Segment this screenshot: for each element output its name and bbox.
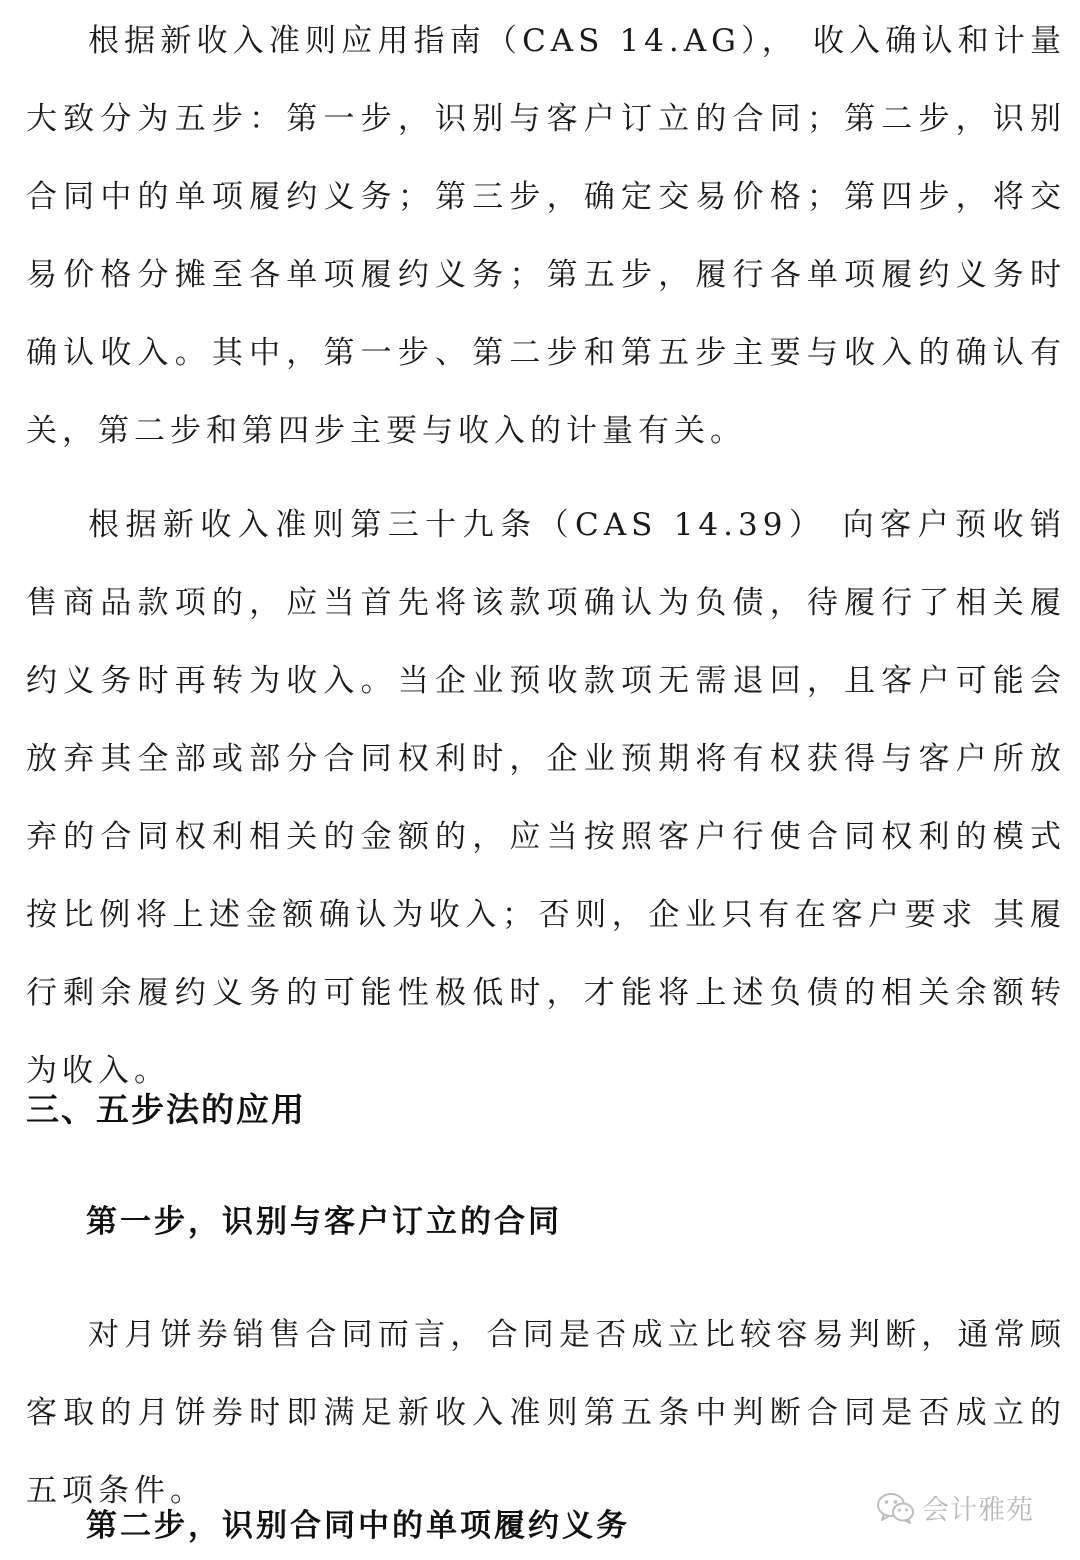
wechat-icon xyxy=(876,1491,916,1525)
step2-heading: 第二步，识别合同中的单项履约义务 xyxy=(86,1508,630,1544)
paragraph-advance-receipts: 根据新收入准则第三十九条（CAS 14.39） 向客户预收销售商品款项的，应当首先将该款项确认为负债，待履行了相关履约义务时再转为收入。当企业预收款项无需退回，且客户可能会放弃其全部或部分合同权利时，企业预期将有权获得与客户所放弃的合同权利相关的金额的，应当按照客户行使合同权利的模式按比例将上述金额确认为收入；否则，企业只有在客户要求 其履行剩余履约义务的可能性极低时，才能将上述负债的相关余额转为收入。 xyxy=(26,507,1066,1089)
paragraph-mooncake-contract: 对月饼券销售合同而言，合同是否成立比较容易判断，通常顾客取的月饼券时即满足新收入准则第五条中判断合同是否成立的五项条件。 xyxy=(26,1317,1066,1509)
section-heading: 三、五步法的应用 xyxy=(26,1090,306,1129)
paragraph-five-step-overview: 根据新收入准则应用指南（CAS 14.AG）， 收入确认和计量大致分为五步：第一步，识别与客户订立的合同；第二步，识别合同中的单项履约义务；第三步，确定交易价格；第四步，将交易价格分摊至各单项履约义务；第五步，履行各单项履约义务时确认收入。其中，第一步、第二步和第五步主要与收入的确认有关，第二步和第四步主要与收入的计量有关。 xyxy=(26,23,1066,449)
step1-heading: 第一步，识别与客户订立的合同 xyxy=(86,1204,562,1240)
watermark-text: 会计雅苑 xyxy=(922,1495,1034,1526)
watermark xyxy=(876,1488,1034,1527)
